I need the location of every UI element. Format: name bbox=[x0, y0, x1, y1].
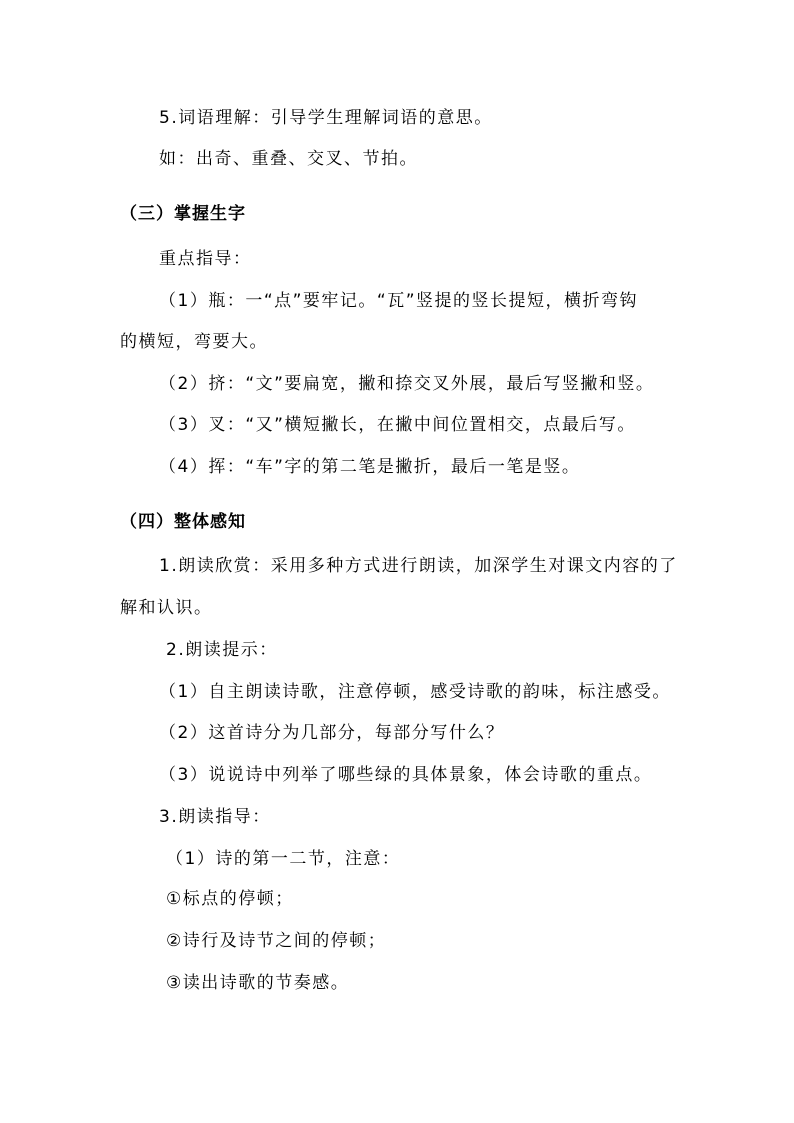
reading-tips-title: 2.朗读提示： bbox=[166, 640, 278, 660]
guide-point-2: ②诗行及诗节之间的停顿； bbox=[166, 931, 387, 951]
guide-point-3: ③读出诗歌的节奏感。 bbox=[166, 973, 350, 993]
reading-tip-1: （1）自主朗读诗歌，注意停顿，感受诗歌的韵味，标注感受。 bbox=[159, 682, 671, 702]
char-item-1-cont: 的横短，弯要大。 bbox=[120, 332, 268, 352]
char-item-3: （3）叉：“又”横短撇长，在撇中间位置相交，点最后写。 bbox=[159, 415, 636, 435]
section-3-intro: 重点指导： bbox=[159, 249, 252, 269]
reading-appreciation-line2: 解和认识。 bbox=[120, 598, 213, 618]
reading-tip-3: （3）说说诗中列举了哪些绿的具体景象，体会诗歌的重点。 bbox=[159, 765, 653, 785]
item-5-vocabulary: 5.词语理解：引导学生理解词语的意思。 bbox=[159, 108, 493, 128]
char-item-4: （4）挥：“车”字的第二笔是撇折，最后一笔是竖。 bbox=[159, 457, 581, 477]
section-4-heading: （四）整体感知 bbox=[120, 512, 246, 532]
vocabulary-examples: 如：出奇、重叠、交叉、节拍。 bbox=[159, 149, 418, 169]
reading-tip-2: （2）这首诗分为几部分，每部分写什么？ bbox=[159, 723, 505, 743]
char-item-2: （2）挤：“文”要扁宽，撇和捺交叉外展，最后写竖撇和竖。 bbox=[159, 374, 655, 394]
guide-stanza-title: （1）诗的第一二节，注意： bbox=[166, 849, 401, 869]
guide-point-1: ①标点的停顿； bbox=[166, 889, 294, 909]
section-3-heading: （三）掌握生字 bbox=[120, 204, 246, 224]
reading-guide-title: 3.朗读指导： bbox=[159, 807, 271, 827]
char-item-1: （1）瓶：一“点”要牢记。“瓦”竖提的竖长提短，横折弯钩 bbox=[159, 291, 639, 311]
reading-appreciation-line1: 1.朗读欣赏：采用多种方式进行朗读，加深学生对课文内容的了 bbox=[159, 556, 678, 576]
